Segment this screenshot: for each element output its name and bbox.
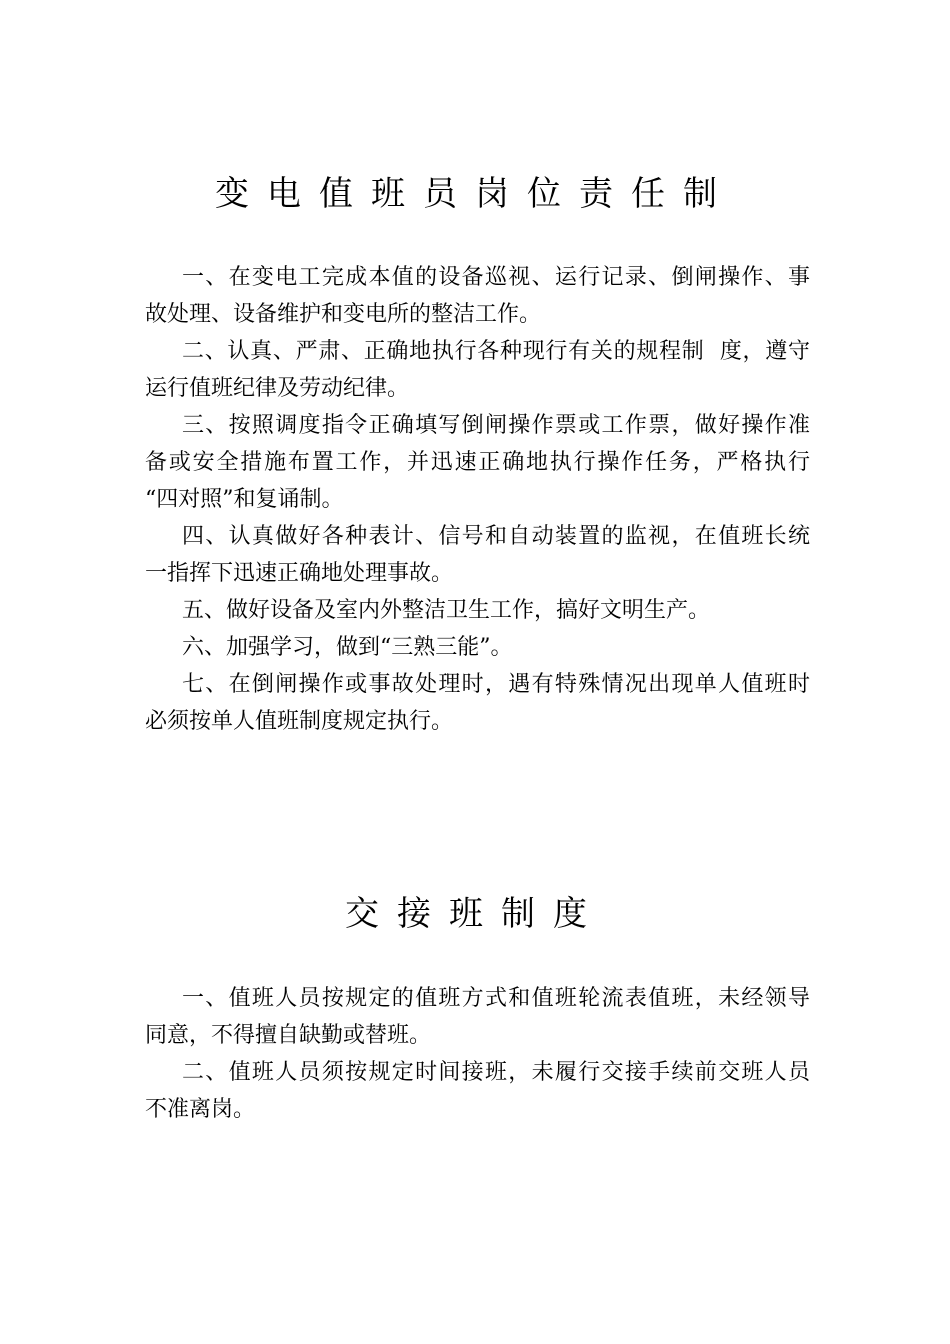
paragraph-line: 一指挥下迅速正确地处理事故。 [145,561,454,586]
paragraph-line: 故处理、设备维护和变电所的整洁工作。 [145,302,542,327]
paragraph-line: “四对照”和复诵制。 [145,487,344,512]
section-job-responsibility [145,259,810,740]
paragraph-line: 三、按照调度指令正确填写倒闸操作票或工作票，做好操作准 [182,413,810,438]
paragraph-line: 不准离岗。 [145,1097,256,1122]
title-shift-handover: 交接班制度 [345,894,605,934]
paragraph-line: 四、认真做好各种表计、信号和自动装置的监视，在值班长统 [182,524,810,549]
title-job-responsibility: 变电值班员岗位责任制 [215,174,735,214]
paragraph [145,980,810,1054]
paragraph [145,518,810,592]
paragraph-line: 一、在变电工完成本值的设备巡视、运行记录、倒闸操作、事 [182,265,810,290]
paragraph-line: 七、在倒闸操作或事故处理时，遇有特殊情况出现单人值班时 [182,672,810,697]
paragraph-line: 一、值班人员按规定的值班方式和值班轮流表值班，未经领导 [182,986,810,1011]
paragraph-line: 二、认真、严肃、正确地执行各种现行有关的规程制 度，遵守 [182,339,810,364]
paragraph [145,629,810,666]
section-shift-handover [145,980,810,1128]
paragraph-line: 六、加强学习，做到“三熟三能”。 [182,635,513,660]
paragraph [145,592,810,629]
paragraph-line: 五、做好设备及室内外整洁卫生工作，搞好文明生产。 [182,598,711,623]
paragraph-line: 同意，不得擅自缺勤或替班。 [145,1023,432,1048]
paragraph [145,259,810,333]
paragraph-line: 二、值班人员须按规定时间接班，未履行交接手续前交班人员 [182,1060,810,1085]
paragraph [145,333,810,407]
paragraph-line: 必须按单人值班制度规定执行。 [145,709,454,734]
paragraph [145,666,810,740]
paragraph-line: 备或安全措施布置工作，并迅速正确地执行操作任务，严格执行 [145,450,810,475]
paragraph [145,1054,810,1128]
paragraph-line: 运行值班纪律及劳动纪律。 [145,376,410,401]
paragraph [145,407,810,518]
